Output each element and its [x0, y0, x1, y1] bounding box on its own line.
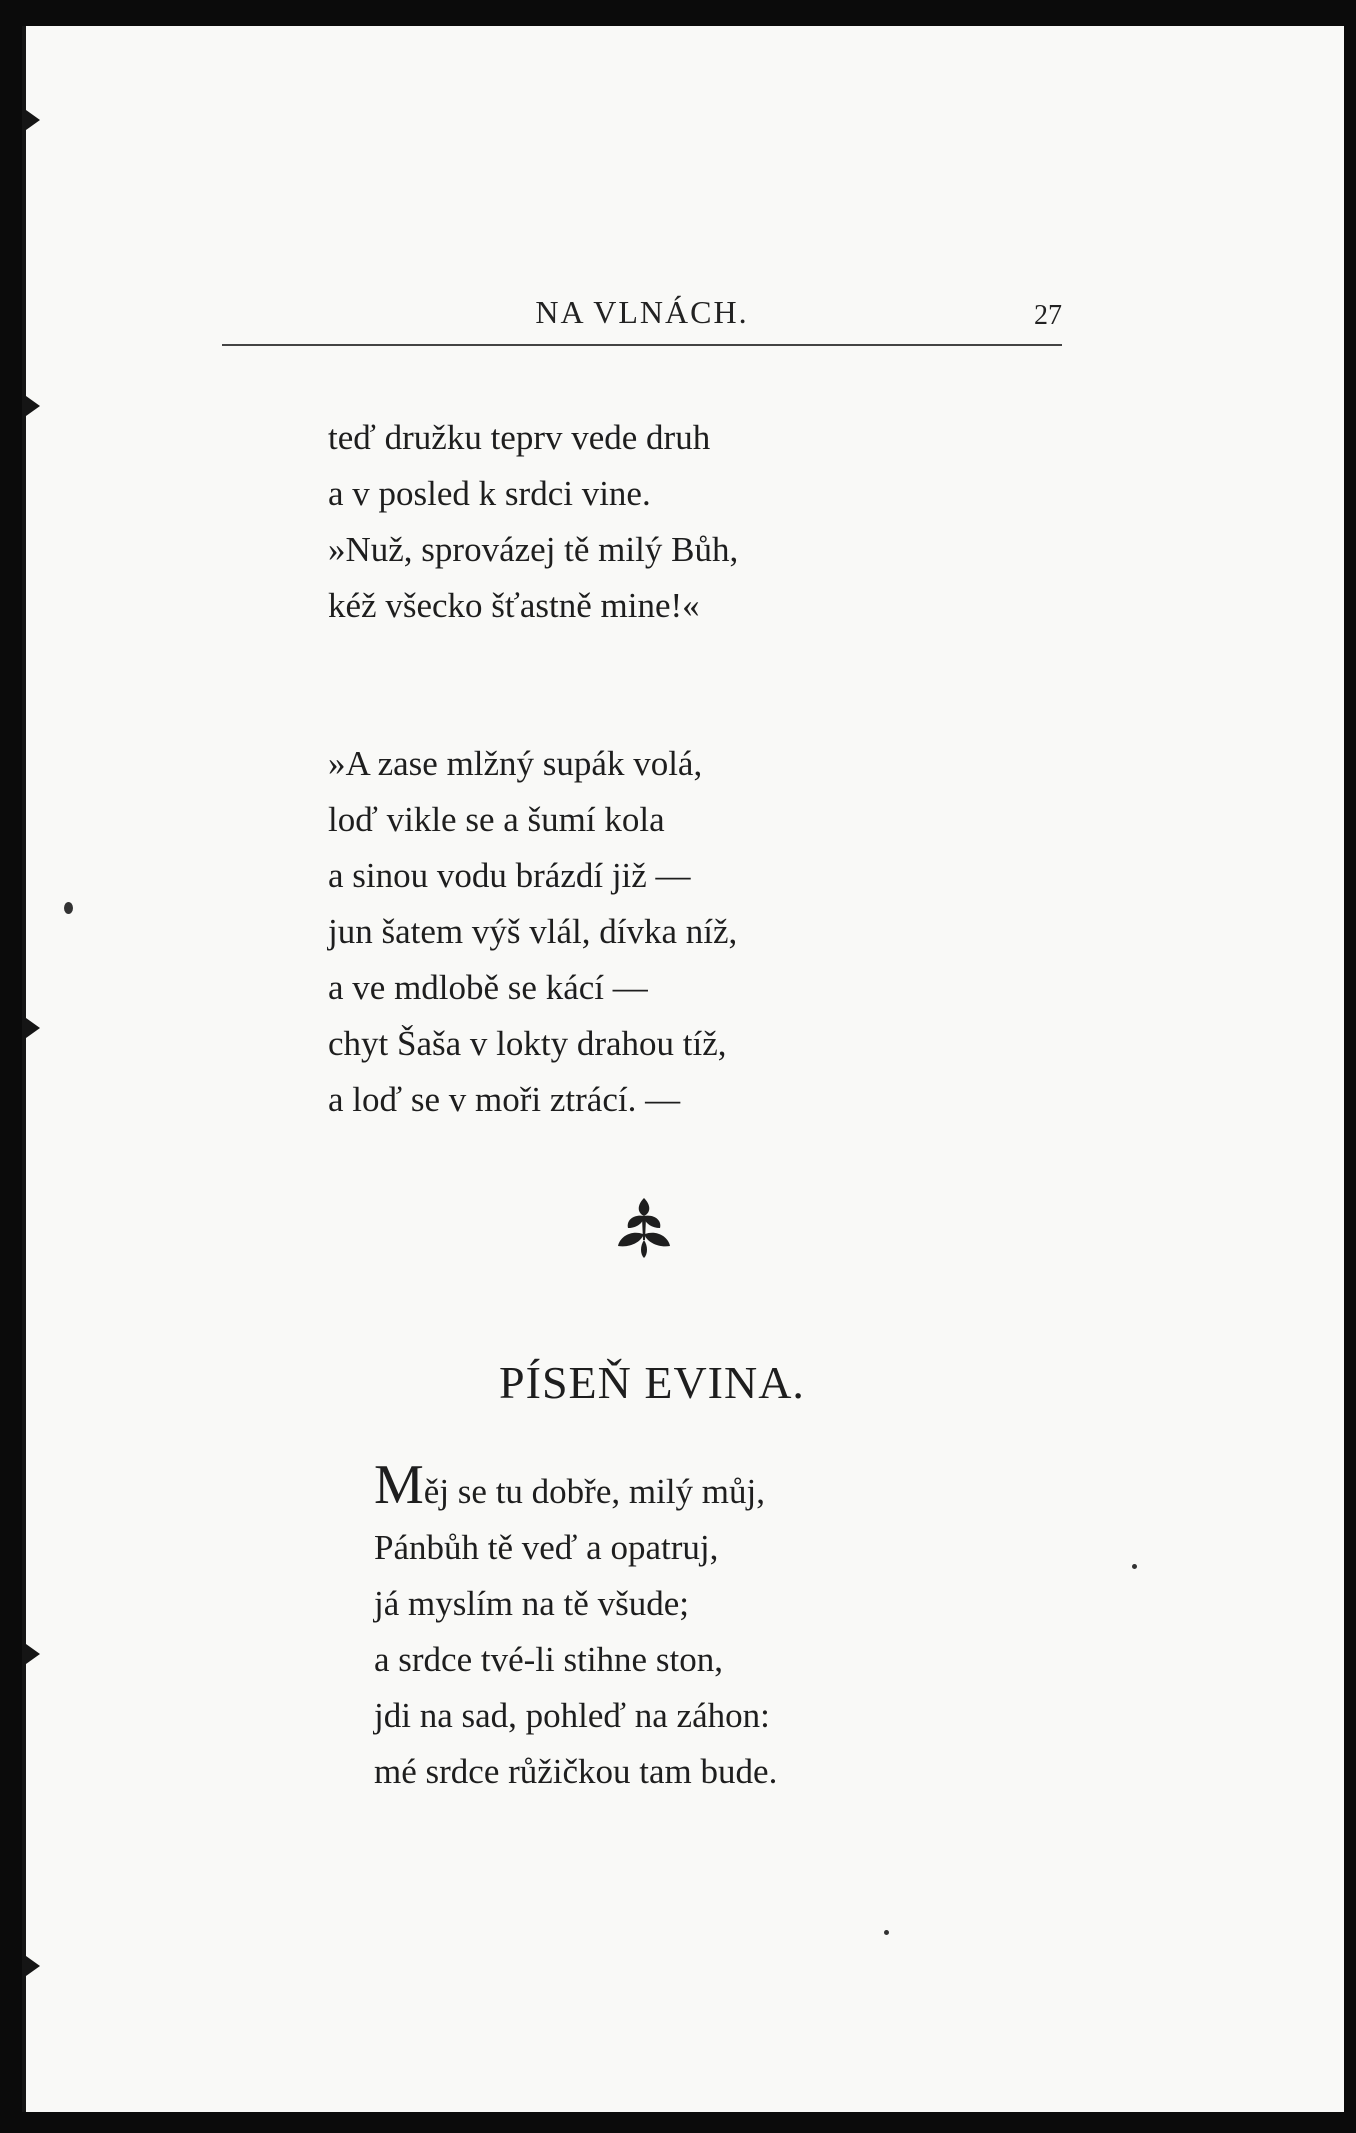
- verse-line: já myslím na tě všude;: [374, 1584, 689, 1623]
- stanza-2: [328, 736, 737, 1128]
- verse-line: a srdce tvé-li stihne ston,: [374, 1640, 723, 1679]
- verse-line: a v posled k srdci vine.: [328, 474, 651, 513]
- book-page: [22, 26, 1344, 2112]
- running-head: [222, 294, 1062, 350]
- verse-line: chyt Šaša v lokty drahou tíž,: [328, 1024, 727, 1063]
- verse-line: mé srdce růžičkou tam bude.: [374, 1752, 778, 1791]
- verse-line: jun šatem výš vlál, dívka níž,: [328, 912, 738, 951]
- stanza-1: [328, 410, 738, 634]
- verse-line: a loď se v moři ztrácí. —: [328, 1080, 681, 1119]
- header-rule: [222, 344, 1062, 346]
- verse-line: Pánbůh tě veď a opatruj,: [374, 1528, 719, 1567]
- scan-speck: [64, 902, 73, 914]
- verse-line: loď vikle se a šumí kola: [328, 800, 665, 839]
- binding-notch: [26, 1644, 40, 1664]
- floral-ornament-icon: [614, 1194, 674, 1264]
- poem-title: PÍSEŇ EVINA.: [499, 1357, 805, 1408]
- binding-notch: [26, 1018, 40, 1038]
- verse-line: a sinou vodu brázdí již —: [328, 856, 691, 895]
- drop-cap: M: [374, 1454, 424, 1516]
- running-title: NA VLNÁCH.: [535, 294, 749, 330]
- scan-top-border: [0, 0, 1356, 26]
- verse-line: jdi na sad, pohleď na záhon:: [374, 1696, 770, 1735]
- binding-notch: [26, 110, 40, 130]
- poem-2-stanza: [374, 1454, 778, 1800]
- verse-line: »A zase mlžný supák volá,: [328, 744, 703, 783]
- verse-line: a ve mdlobě se kácí —: [328, 968, 648, 1007]
- binding-notch: [26, 1956, 40, 1976]
- verse-line: teď družku teprv vede druh: [328, 418, 711, 457]
- verse-line-first: [374, 1454, 777, 1520]
- verse-line: »Nuž, sprovázej tě milý Bůh,: [328, 530, 739, 569]
- verse-line: kéž všecko šťastně mine!«: [328, 586, 700, 625]
- verse-line-first-rest: ěj se tu dobře, milý můj,: [423, 1472, 765, 1511]
- scan-speck: [1132, 1564, 1137, 1569]
- page-number: 27: [1034, 300, 1062, 331]
- binding-notch: [26, 396, 40, 416]
- scan-speck: [884, 1930, 889, 1935]
